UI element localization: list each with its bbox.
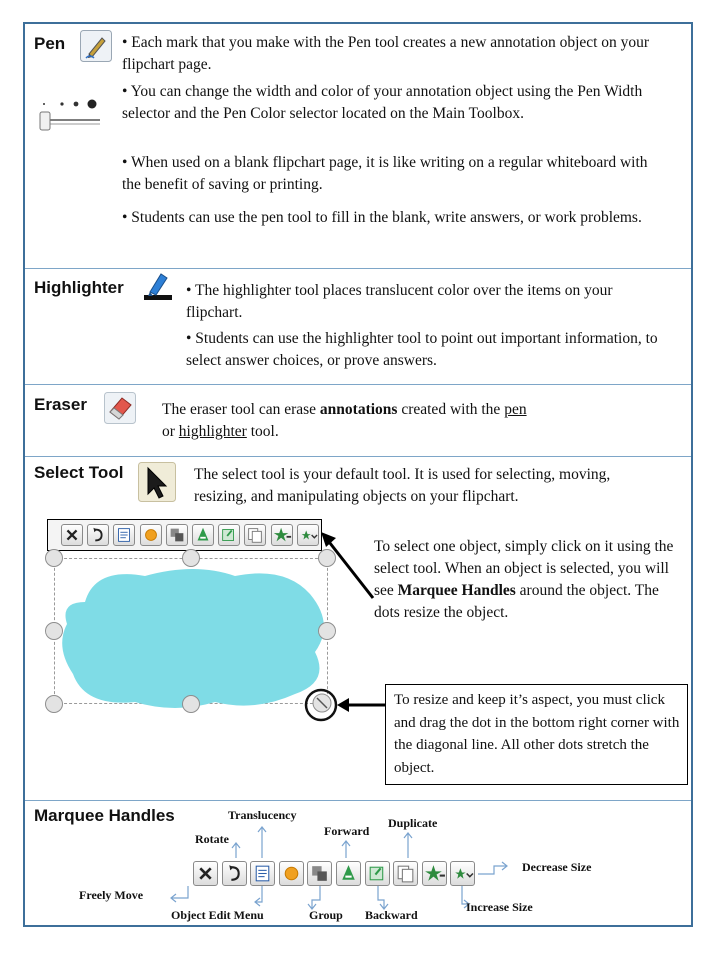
decrease-size-button[interactable]: [297, 524, 319, 546]
pen-bullet-4: • Students can use the pen tool to fill in the blank, write answers, or work problems.: [122, 209, 642, 226]
decrease-size-button[interactable]: [450, 861, 475, 886]
label-freely-move: Freely Move: [79, 888, 144, 902]
label-increase-size: Increase Size: [466, 900, 533, 914]
marquee-handle[interactable]: [182, 549, 200, 567]
marquee-handle[interactable]: [318, 622, 336, 640]
label-decrease-size: Decrease Size: [522, 860, 592, 874]
group-button[interactable]: [307, 861, 332, 886]
highlighter-link[interactable]: highlighter: [178, 423, 247, 440]
pen-title: Pen: [34, 34, 66, 53]
highlighter-title: Highlighter: [34, 278, 124, 297]
marquee-handle[interactable]: [45, 549, 63, 567]
label-duplicate: Duplicate: [388, 816, 438, 830]
eraser-tool-icon: [104, 392, 136, 424]
object-edit-menu-button[interactable]: [113, 524, 135, 546]
aspect-resize-handle[interactable]: [304, 688, 338, 722]
label-forward: Forward: [324, 824, 370, 838]
cloud-shape: [55, 562, 330, 712]
highlighter-bullet-1: • The highlighter tool places translucent color over the items on your flipchart.: [186, 282, 613, 321]
select-arrow-icon: [138, 462, 176, 502]
arrow-icon: [318, 530, 376, 602]
forward-button[interactable]: [336, 861, 361, 886]
pen-bullet-3: • When used on a blank flipchart page, it is like writing on a regular whiteboard with the benefit of saving or printing.: [122, 154, 648, 193]
label-rotate: Rotate: [195, 832, 229, 846]
select-tool-intro: The select tool is your default tool. It is used for selecting, moving, resizing, and manipulating objects on your flipchart.: [194, 466, 611, 505]
highlighter-tool-icon: [144, 270, 172, 300]
freely-move-button[interactable]: [193, 861, 218, 886]
arrow-icon: [336, 696, 388, 714]
eraser-description: The eraser tool can erase annotations created with the pen or highlighter tool.: [162, 401, 527, 440]
translucency-button[interactable]: [279, 861, 304, 886]
select-tool-title: Select Tool: [34, 463, 124, 482]
pen-link[interactable]: pen: [504, 401, 527, 418]
highlighter-bullet-2: • Students can use the highlighter tool to point out important information, to select answer choices, or prove answers.: [186, 330, 658, 369]
section-divider: [25, 268, 691, 269]
label-translucency: Translucency: [228, 808, 297, 822]
marquee-handles-title: Marquee Handles: [34, 806, 175, 825]
freely-move-button[interactable]: [61, 524, 83, 546]
increase-size-button[interactable]: [422, 861, 447, 886]
label-object-edit-menu: Object Edit Menu: [171, 908, 264, 922]
backward-button[interactable]: [365, 861, 390, 886]
object-edit-menu-button[interactable]: [250, 861, 275, 886]
section-divider: [25, 384, 691, 385]
pen-bullet-1: • Each mark that you make with the Pen tool creates a new annotation object on your flipchart page.: [122, 34, 650, 73]
duplicate-button[interactable]: [244, 524, 266, 546]
pen-width-selector-icon: [38, 94, 102, 134]
pen-tool-icon: [80, 30, 112, 62]
marquee-handle[interactable]: [45, 622, 63, 640]
increase-size-button[interactable]: [271, 524, 293, 546]
pen-bullet-2: • You can change the width and color of your annotation object using the Pen Width selector and the Pen Color selector located on the Main Toolbox.: [122, 83, 643, 122]
duplicate-button[interactable]: [393, 861, 418, 886]
backward-button[interactable]: [218, 524, 240, 546]
section-divider: [25, 456, 691, 457]
forward-button[interactable]: [192, 524, 214, 546]
resize-note-box: To resize and keep it’s aspect, you must click and drag the dot in the bottom right corner with the diagonal line. All other dots stretch the object.: [385, 684, 688, 785]
translucency-button[interactable]: [140, 524, 162, 546]
marquee-handle[interactable]: [45, 695, 63, 713]
group-button[interactable]: [166, 524, 188, 546]
section-divider: [25, 800, 691, 801]
rotate-button[interactable]: [87, 524, 109, 546]
eraser-title: Eraser: [34, 395, 87, 414]
rotate-button[interactable]: [222, 861, 247, 886]
marquee-handle[interactable]: [182, 695, 200, 713]
label-group: Group: [309, 908, 343, 922]
label-backward: Backward: [365, 908, 418, 922]
select-object-note: To select one object, simply click on it using the select tool. When an object is selected, you will see Marquee Handles around the object. The dots resize the object.: [374, 538, 674, 621]
